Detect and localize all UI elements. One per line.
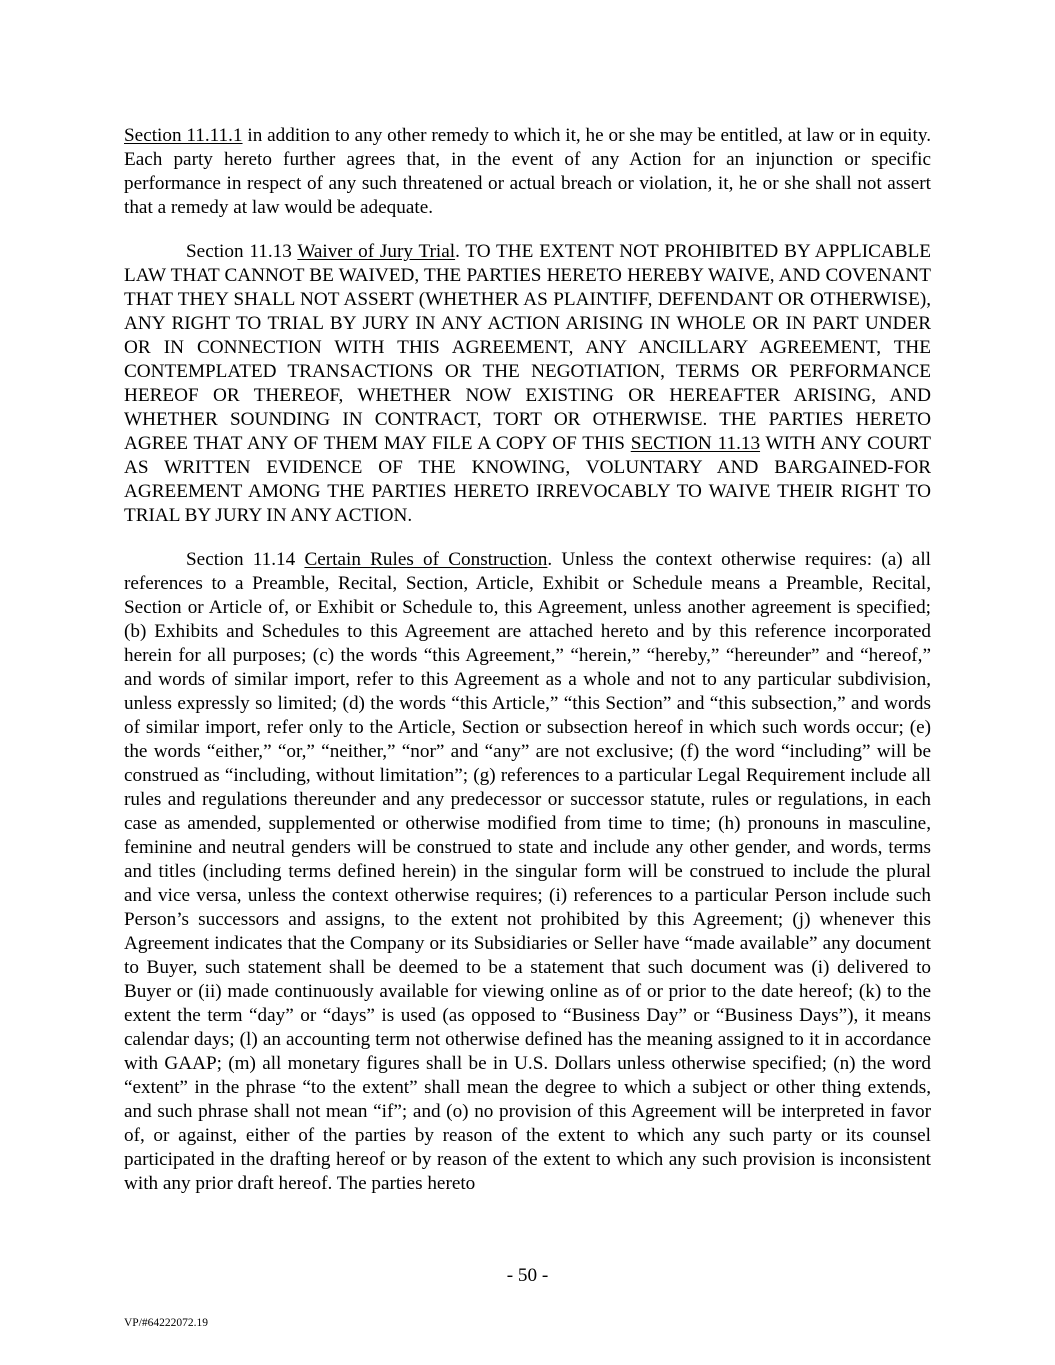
document-body [124,124,931,1216]
page-number: - 50 - [506,1265,549,1286]
paragraph-text: in addition to any other remedy to which it, he or she may be entitled, at law or in equity. Each party hereto further agrees that, in the event of any Action for an injunction or specific performance in respect of any such threatened or actual breach or violation, it, he or she shall not assert that a remedy at law would be adequate. [124,125,931,218]
paragraph-continuation [124,124,931,220]
section-11-14-paragraph [124,548,931,1196]
section-number: Section 11.14 [186,549,305,570]
section-text-continued: WITH ANY COURT AS WRITTEN EVIDENCE OF THE KNOWING, VOLUNTARY AND BARGAINED-FOR AGREEMENT AMONG THE PARTIES HERETO IRREVOCABLY TO WAIVE THEIR RIGHT TO TRIAL BY JURY IN ANY ACTION. [124,433,931,526]
section-number: Section 11.13 [186,241,298,262]
section-text: . TO THE EXTENT NOT PROHIBITED BY APPLICABLE LAW THAT CANNOT BE WAIVED, THE PARTIES HERETO HEREBY WAIVE, AND COVENANT THAT THEY SHALL NOT ASSERT (WHETHER AS PLAINTIFF, DEFENDANT OR OTHERWISE), ANY RIGHT TO TRIAL BY JURY IN ANY ACTION ARISING IN WHOLE OR IN PART UNDER OR IN CONNECTION WITH THIS AGREEMENT, ANY ANCILLARY AGREEMENT, THE CONTEMPLATED TRANSACTIONS OR THE NEGOTIATION, TERMS OR PERFORMANCE HEREOF OR THEREOF, WHETHER NOW EXISTING OR HEREAFTER ARISING, AND WHETHER SOUNDING IN CONTRACT, TORT OR OTHERWISE. THE PARTIES HERETO AGREE THAT ANY OF THEM MAY FILE A COPY OF THIS [124,241,932,454]
section-reference-link: Section 11.11.1 [124,125,243,146]
section-heading: Certain Rules of Construction [304,549,548,570]
section-heading: Waiver of Jury Trial [297,241,456,262]
section-reference-link: SECTION 11.13 [630,433,761,454]
section-text: . Unless the context otherwise requires: (a) all references to a Preamble, Recital, Section, Article, Exhibit or Schedule means a Preamble, Recital, Section or Article of, or Exhibit or Schedule to, this Agreement, unless another agreement is specified; (b) Exhibits and Schedules to this Agreement are attached hereto and by this reference incorporated herein for all purposes; (c) the words “this Agreement,” “herein,” “hereby,” “hereunder” and “hereof,” and words of similar import, refer to this Agreement as a whole and not to any particular subdivision, unless expressly so limited; (d) the words “this Article,” “this Section” and “this subsection,” and words of similar import, refer only to the Article, Section or subsection hereof in which such words occur; (e) the words “either,” “or,” “neither,” “nor” and “any” are not exclusive; (f) the word “including” will be construed as “including, without limitation”; (g) references to a particular Legal Requirement include all rules and regulations thereunder and any predecessor or successor statute, rules or regulations, in each case as amended, supplemented or otherwise modified from time to time; (h) pronouns in masculine, feminine and neutral genders will be construed to state and include any other gender, and words, terms and titles (including terms defined herein) in the singular form will be construed to include the plural and vice versa, unless the context otherwise requires; (i) references to a particular Person include such Person’s successors and assigns, to the extent not prohibited by this Agreement; (j) whenever this Agreement indicates that the Company or its Subsidiaries or Seller have “made available” any document to Buyer, such statement shall be deemed to be a statement that such document was (i) delivered to Buyer or (ii) made continuously available for viewing online as of or prior to the date hereof; (k) to the extent the term “day” or “days” is used (as opposed to “Business Day” or “Business Days”), it means calendar days; (l) an accounting term not otherwise defined has the meaning assigned to it in accordance with GAAP; (m) all monetary figures shall be in U.S. Dollars unless otherwise specified; (n) the word “extent” in the phrase “to the extent” shall mean the degree to which a subject or other thing extends, and such phrase shall not mean “if”; and (o) no provision of this Agreement will be interpreted in favor of, or against, either of the parties by reason of the extent to which any such party or its counsel participated in the drafting hereof or by reason of the extent to which any such provision is inconsistent with any prior draft hereof. The parties hereto [124,549,931,1194]
document-id: VP/#64222072.19 [124,1317,209,1329]
section-11-13-paragraph [124,240,931,528]
